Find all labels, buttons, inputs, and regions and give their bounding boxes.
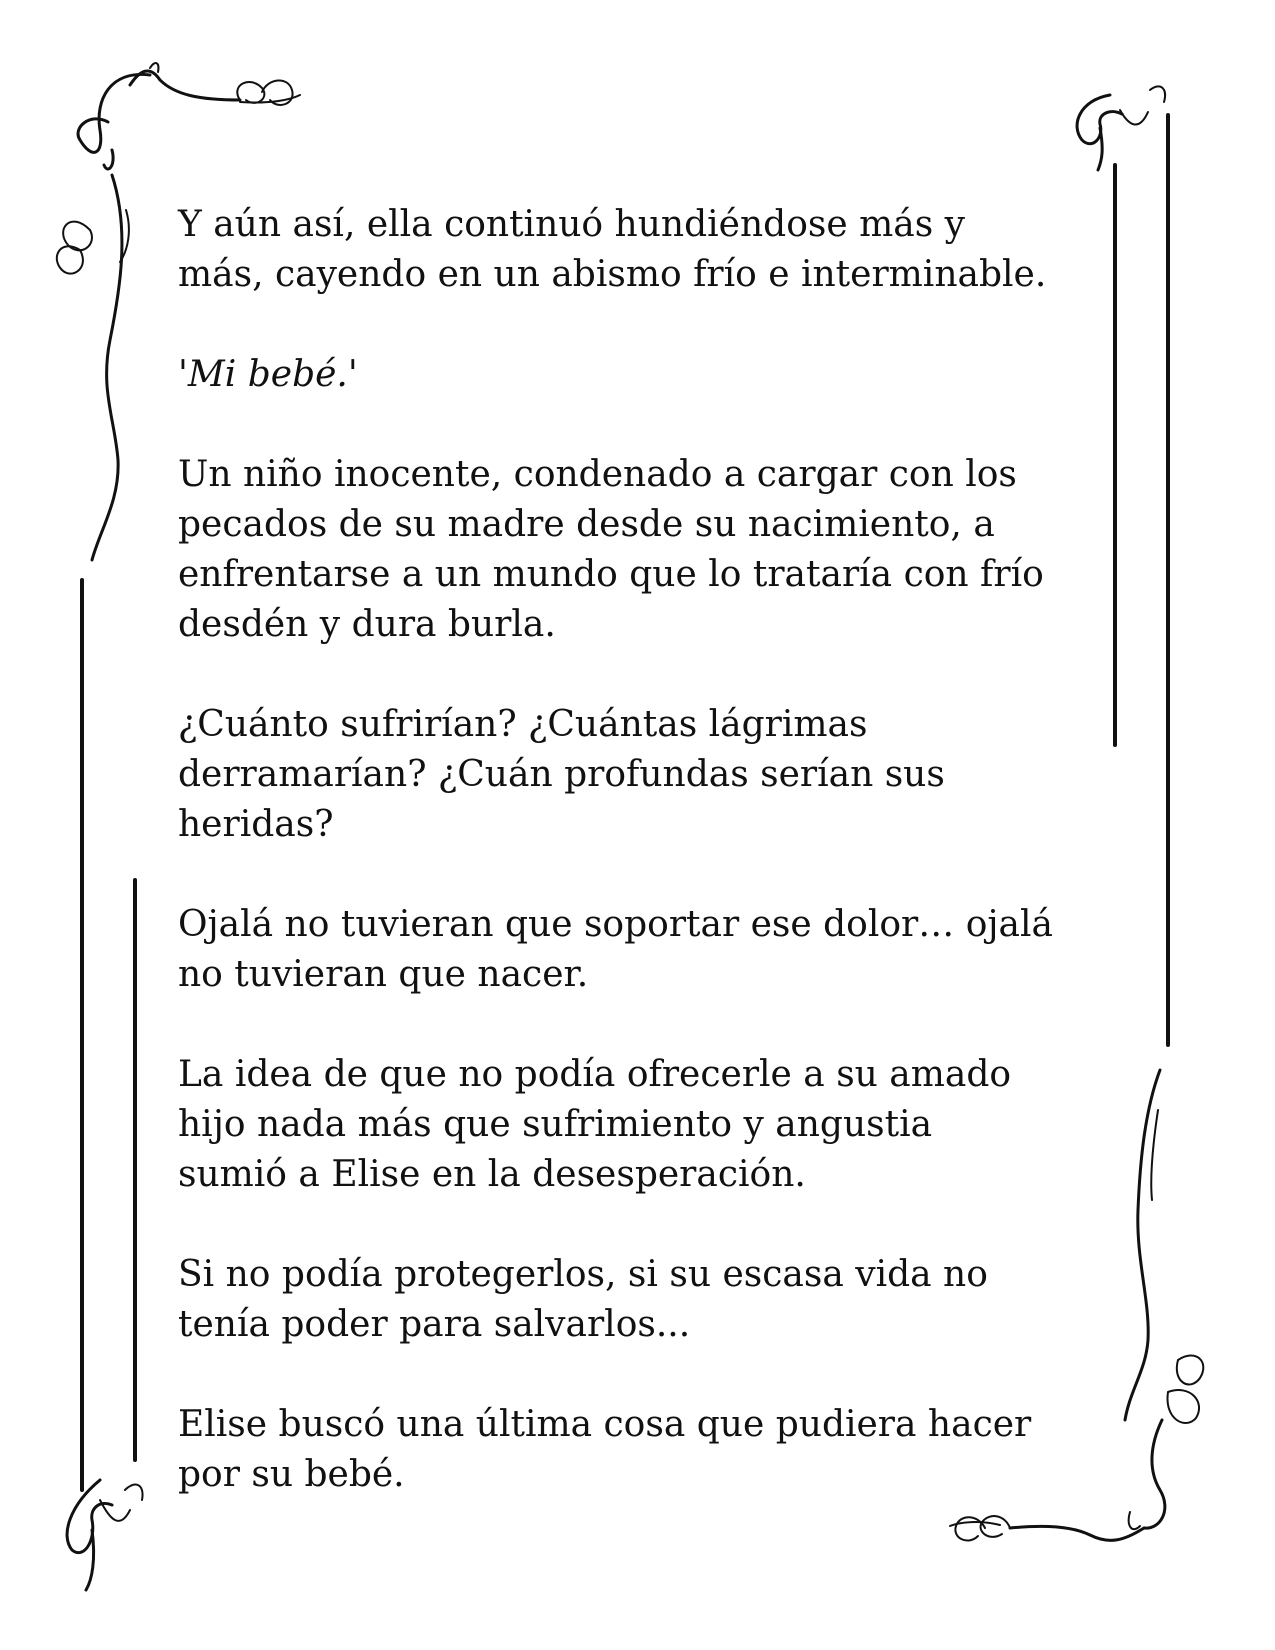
bottom-left-flourish-icon [67, 1480, 142, 1590]
paragraph-4: ¿Cuánto sufrirían? ¿Cuántas lágrimas derramarían? ¿Cuán profundas serían sus heridas? [178, 704, 945, 845]
paragraph-2-thought: 'Mi bebé.' [178, 354, 358, 395]
paragraph-5: Ojalá no tuvieran que soportar ese dolor… ojalá no tuvieran que nacer. [178, 904, 1053, 995]
body-text [178, 200, 1118, 1550]
paragraph-7: Si no podía protegerlos, si su escasa vida no tenía poder para salvarlos... [178, 1254, 988, 1345]
paragraph-6: La idea de que no podía ofrecerle a su amado hijo nada más que sufrimiento y angustia sumió a Elise en la desesperación. [178, 1054, 1012, 1195]
paragraph-3: Un niño inocente, condenado a cargar con los pecados de su madre desde su nacimiento, a enfrentarse a un mundo que lo trataría con frío desdén y dura burla. [178, 454, 1044, 645]
paragraph-1: Y aún así, ella continuó hundiéndose más y más, cayendo en un abismo frío e interminable. [178, 204, 1047, 295]
paragraph-8: Elise buscó una última cosa que pudiera hacer por su bebé. [178, 1404, 1032, 1495]
top-right-flourish-icon [1077, 86, 1165, 170]
